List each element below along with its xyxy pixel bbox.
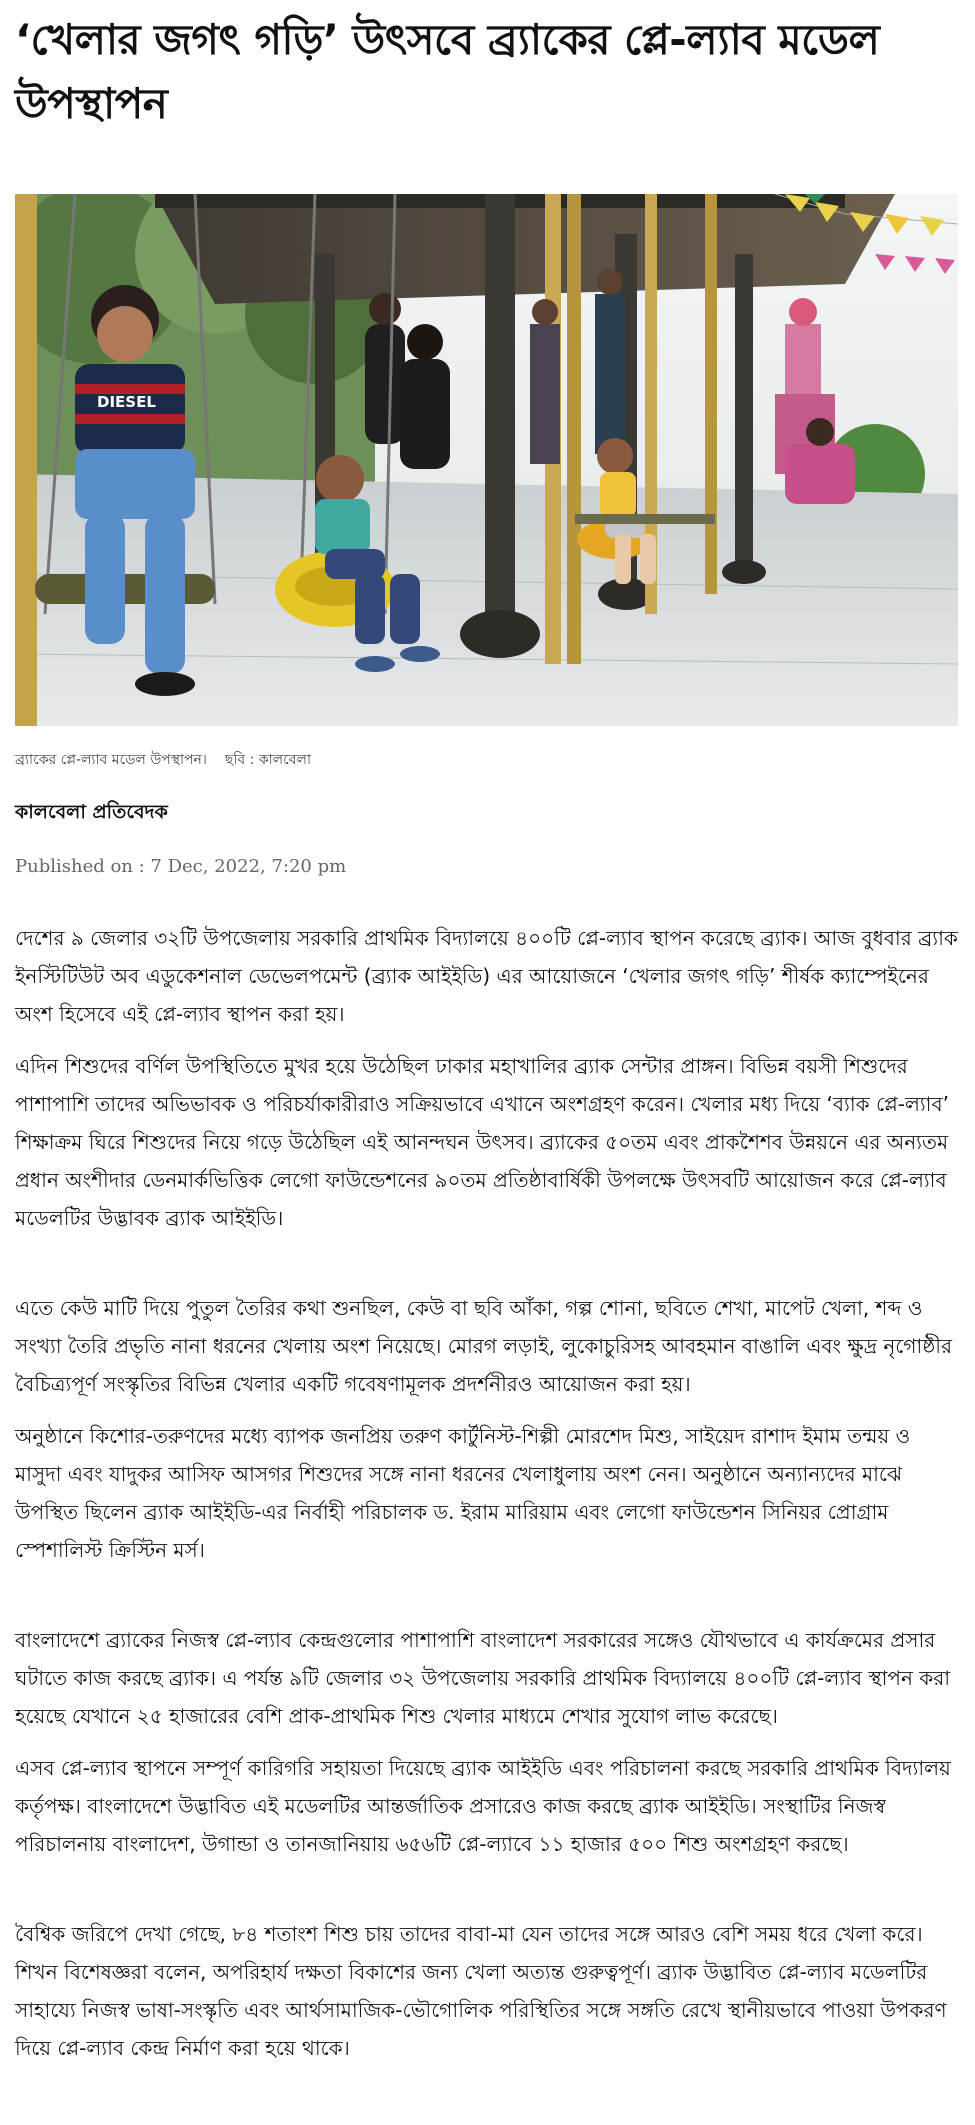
article-body bbox=[15, 919, 960, 2067]
paragraph-4: অনুষ্ঠানে কিশোর-তরুণদের মধ্যে ব্যাপক জনপ্রিয় তরুণ কার্টুনিস্ট-শিল্পী মোরশেদ মিশু, সাইয়েদ রাশাদ ইমাম তন্ময় ও মাসুদা এবং যাদুকর আসিফ আসগর শিশুদের সঙ্গে নানা ধরনের খেলাধুলায় অংশ নেন। অনুষ্ঠানে অন্যান্যদের মাঝে উপস্থিত ছিলেন ব্র্যাক আইইডি-এর নির্বাহী পরিচালক ড. ইরাম মারিয়াম এবং লেগো ফাউন্ডেশন সিনিয়র প্রোগ্রাম স্পেশালিস্ট ক্রিস্টিন মর্স। bbox=[15, 1424, 911, 1562]
published-info bbox=[15, 856, 960, 877]
published-label: Published on bbox=[15, 856, 133, 877]
article-hero-image bbox=[15, 194, 958, 726]
paragraph-7: বৈশ্বিক জরিপে দেখা গেছে, ৮৪ শতাংশ শিশু চায় তাদের বাবা-মা যেন তাদের সঙ্গে আরও বেশি সময় ধরে খেলা করে। শিখন বিশেষজ্ঞরা বলেন, অপরিহার্য দক্ষতা বিকাশের জন্য খেলা অত্যন্ত গুরুত্বপূর্ণ। ব্র্যাক উদ্ভাবিত প্লে-ল্যাব মডেলটির সাহায্যে নিজস্ব ভাষা-সংস্কৃতি এবং আর্থসামাজিক-ভৌগোলিক পরিস্থিতির সঙ্গে সঙ্গতি রেখে স্থানীয়ভাবে পাওয়া উপকরণ দিয়ে প্লে-ল্যাব কেন্দ্র নির্মাণ করা হয়ে থাকে। bbox=[15, 1922, 947, 2060]
paragraph-2: এদিন শিশুদের বর্ণিল উপস্থিতিতে মুখর হয়ে উঠেছিল ঢাকার মহাখালির ব্র্যাক সেন্টার প্রাঙ্গন। বিভিন্ন বয়সী শিশুদের পাশাপাশি তাদের অভিভাবক ও পরিচর্যাকারীরাও সক্রিয়ভাবে এখানে অংশগ্রহণ করেন। খেলার মধ্য দিয়ে ‘ব্যাক প্লে-ল্যাব’ শিক্ষাক্রম ঘিরে শিশুদের নিয়ে গড়ে উঠেছিল এই আনন্দঘন উৎসব। ব্র্যাকের ৫০তম এবং প্রাকশৈশব উন্নয়নে এর অন্যতম প্রধান অংশীদার ডেনমার্কভিত্তিক লেগো ফাউন্ডেশনের ৯০তম প্রতিষ্ঠাবার্ষিকী উপলক্ষে উৎসবটি আয়োজন করে প্লে-ল্যাব মডেলটির উদ্ভাবক ব্র্যাক আইইডি। bbox=[15, 1054, 949, 1230]
paragraph-1: দেশের ৯ জেলার ৩২টি উপজেলায় সরকারি প্রাথমিক বিদ্যালয়ে ৪০০টি প্লে-ল্যাব স্থাপন করেছে ব্র্যাক। আজ বুধবার ব্র্যাক ইনস্টিটিউট অব এডুকেশনাল ডেভেলপমেন্ট (ব্র্যাক আইইডি) এর আয়োজনে ‘খেলার জগৎ গড়ি’ শীর্ষক ক্যাম্পেইনের অংশ হিসেবে এই প্লে-ল্যাব স্থাপন করা হয়। bbox=[15, 926, 958, 1026]
photo-credit: ছবি : কালবেলা bbox=[224, 752, 312, 768]
paragraph-6: এসব প্লে-ল্যাব স্থাপনে সম্পূর্ণ কারিগরি সহায়তা দিয়েছে ব্র্যাক আইইডি এবং পরিচালনা করছে সরকারি প্রাথমিক বিদ্যালয় কর্তৃপক্ষ। বাংলাদেশে উদ্ভাবিত এই মডেলটির আন্তর্জাতিক প্রসারেও কাজ করছে ব্র্যাক আইইডি। সংস্থাটির নিজস্ব পরিচালনায় বাংলাদেশ, উগান্ডা ও তানজানিয়ায় ৬৫৬টি প্লে-ল্যাবে ১১ হাজার ৫০০ শিশু অংশগ্রহণ করছে। bbox=[15, 1756, 951, 1856]
paragraph-5: বাংলাদেশে ব্র্যাকের নিজস্ব প্লে-ল্যাব কেন্দ্রগুলোর পাশাপাশি বাংলাদেশ সরকারের সঙ্গেও যৌথভাবে এ কার্যক্রমের প্রসার ঘটাতে কাজ করছে ব্র্যাক। এ পর্যন্ত ৯টি জেলার ৩২ উপজেলায় সরকারি প্রাথমিক বিদ্যালয়ে ৪০০টি প্লে-ল্যাব স্থাপন করা হয়েছে যেখানে ২৫ হাজারের বেশি প্রাক-প্রাথমিক শিশু খেলার মাধ্যমে শেখার সুযোগ লাভ করেছে। bbox=[15, 1628, 951, 1728]
published-date: : 7 Dec, 2022, 7:20 pm bbox=[138, 856, 347, 877]
paragraph-3: এতে কেউ মাটি দিয়ে পুতুল তৈরির কথা শুনছিল, কেউ বা ছবি আঁকা, গল্প শোনা, ছবিতে শেখা, মাপেট খেলা, শব্দ ও সংখ্যা তৈরি প্রভৃতি নানা ধরনের খেলায় অংশ নিয়েছে। মোরগ লড়াই, লুকোচুরিসহ আবহমান বাঙালি এবং ক্ষুদ্র নৃগোষ্ঠীর বৈচিত্র্যপূর্ণ সংস্কৃতির বিভিন্ন খেলার একটি গবেষণামূলক প্রদর্শনীরও আয়োজন করা হয়। bbox=[15, 1296, 952, 1396]
article-title: ‘খেলার জগৎ গড়ি’ উৎসবে ব্র্যাকের প্লে-ল্যাব মডেল উপস্থাপন bbox=[15, 15, 880, 128]
shirt-text: DIESEL bbox=[97, 393, 156, 411]
hero-photo bbox=[15, 194, 958, 726]
article-container bbox=[0, 8, 975, 2067]
reporter-name[interactable]: কালবেলা প্রতিবেদক bbox=[15, 801, 168, 823]
image-caption bbox=[15, 748, 960, 772]
caption-text: ব্র্যাকের প্লে-ল্যাব মডেল উপস্থাপন। bbox=[15, 752, 207, 768]
